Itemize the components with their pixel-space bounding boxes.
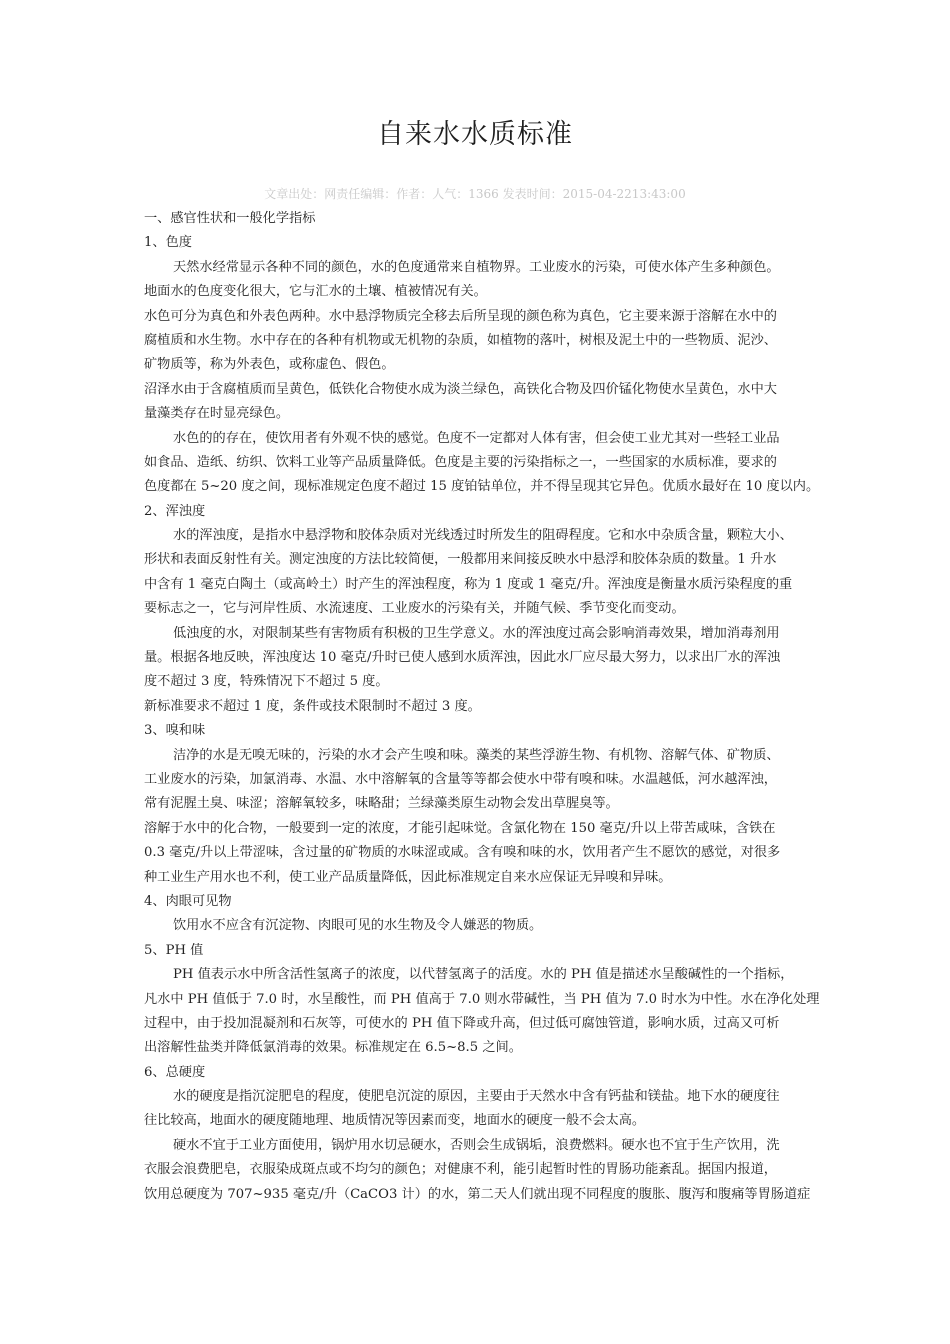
- text-line: 饮用水不应含有沉淀物、肉眼可见的水生物及令人嫌恶的物质。: [173, 918, 543, 934]
- text-line: 常有泥腥土臭、味涩；溶解氧较多，味略甜；兰绿藻类原生动物会发出草腥臭等。: [144, 796, 619, 812]
- text-line: 地面水的色度变化很大，它与汇水的土壤、植被情况有关。: [144, 284, 487, 300]
- text-line: 衣服会浪费肥皂，衣服染成斑点或不均匀的颜色；对健康不利，能引起暂时性的胃肠功能紊乱。据国内报道，: [144, 1162, 777, 1178]
- text-line: 量藻类存在时显亮绿色。: [144, 406, 290, 422]
- text-line: 4、肉眼可见物: [144, 893, 232, 909]
- text-line: 要标志之一，它与河岸性质、水流速度、工业废水的污染有关，并随气候、季节变化而变动。: [144, 601, 685, 617]
- text-line: 硬水不宜于工业方面使用，锅炉用水切忌硬水，否则会生成锅垢，浪费燃料。硬水也不宜于生产饮用，洗: [173, 1137, 780, 1153]
- text-line: 矿物质等，称为外表色，或称虚色、假色。: [144, 357, 395, 373]
- text-line: 6、总硬度: [144, 1064, 206, 1080]
- text-line: 2、浑浊度: [144, 503, 206, 519]
- text-line: 新标准要求不超过 1 度，条件或技术限制时不超过 3 度。: [144, 698, 481, 714]
- text-line: 出溶解性盐类并降低氯消毒的效果。标准规定在 6.5~8.5 之间。: [144, 1040, 522, 1056]
- text-line: 水色的的存在，使饮用者有外观不快的感觉。色度不一定都对人体有害，但会使工业尤其对一些轻工业品: [173, 430, 780, 446]
- text-line: 1、色度: [144, 235, 192, 251]
- text-line: 色度都在 5~20 度之间，现标准规定色度不超过 15 度铂钴单位，并不得呈现其它异色。优质水最好在 10 度以内。: [144, 479, 820, 495]
- text-line: 水的硬度是指沉淀肥皂的程度，使肥皂沉淀的原因，主要由于天然水中含有钙盐和镁盐。地下水的硬度往: [173, 1089, 780, 1105]
- text-line: 溶解于水中的化合物，一般要到一定的浓度，才能引起味觉。含氯化物在 150 毫克/升以上带苦咸味，含铁在: [144, 820, 776, 836]
- text-line: 低浊度的水，对限制某些有害物质有积极的卫生学意义。水的浑浊度过高会影响消毒效果，增加消毒剂用: [173, 625, 780, 641]
- text-line: 一、感官性状和一般化学指标: [144, 211, 316, 226]
- text-line: 0.3 毫克/升以上带涩味，含过量的矿物质的水味涩或咸。含有嗅和味的水，饮用者产生不愿饮的感觉，对很多: [144, 845, 781, 861]
- text-line: 过程中，由于投加混凝剂和石灰等，可使水的 PH 值下降或升高，但过低可腐蚀管道，影响水质，过高又可析: [144, 1015, 780, 1031]
- text-line: 3、嗅和味: [144, 723, 206, 739]
- text-line: 腐植质和水生物。水中存在的各种有机物或无机物的杂质，如植物的落叶，树根及泥土中的一些物质、泥沙、: [144, 332, 777, 348]
- text-line: 水色可分为真色和外表色两种。水中悬浮物质完全移去后所呈现的颜色称为真色，它主要来源于溶解在水中的: [144, 308, 777, 324]
- text-line: 形状和表面反射性有关。测定浊度的方法比较简便，一般都用来间接反映水中悬浮和胶体杂质的数量。1 升水: [144, 552, 777, 568]
- text-line: 洁净的水是无嗅无味的，污染的水才会产生嗅和味。藻类的某些浮游生物、有机物、溶解气体、矿物质、: [173, 747, 780, 763]
- text-line: 种工业生产用水也不利，使工业产品质量降低，因此标准规定自来水应保证无异嗅和异味。: [144, 869, 672, 885]
- document-body: [144, 207, 820, 1207]
- text-line: 饮用总硬度为 707~935 毫克/升（CaCO3 计）的水，第二天人们就出现不同程度的腹胀、腹泻和腹痛等胃肠道症: [144, 1186, 811, 1202]
- text-line: 水的浑浊度，是指水中悬浮物和胶体杂质对光线透过时所发生的阻碍程度。它和水中杂质含量，颗粒大小、: [173, 528, 793, 544]
- text-line: 天然水经常显示各种不同的颜色，水的色度通常来自植物界。工业废水的污染，可使水体产生多种颜色。: [173, 259, 780, 275]
- article-meta: 文章出处：网责任编辑：作者：人气：1366 发表时间：2015-04-2213:43:00: [264, 187, 686, 201]
- text-line: PH 值表示水中所含活性氢离子的浓度，以代替氢离子的活度。水的 PH 值是描述水呈酸碱性的一个指标，: [173, 967, 794, 983]
- text-line: 度不超过 3 度，特殊情况下不超过 5 度。: [144, 674, 389, 690]
- text-line: 量。根据各地反映，浑浊度达 10 毫克/升时已使人感到水质浑浊，因此水厂应尽最大努力，以求出厂水的浑浊: [144, 650, 781, 666]
- text-line: 5、PH 值: [144, 942, 204, 958]
- document-title: 自来水水质标准: [377, 119, 573, 150]
- text-line: 沼泽水由于含腐植质而呈黄色，低铁化合物使水成为淡兰绿色，高铁化合物及四价锰化物使水呈黄色，水中大: [144, 381, 777, 397]
- text-line: 中含有 1 毫克白陶土（或高岭土）时产生的浑浊程度，称为 1 度或 1 毫克/升。浑浊度是衡量水质污染程度的重: [144, 576, 793, 592]
- text-line: 凡水中 PH 值低于 7.0 时，水呈酸性，而 PH 值高于 7.0 则水带碱性，当 PH 值为 7.0 时水为中性。水在净化处理: [144, 991, 820, 1007]
- text-line: 往比较高，地面水的硬度随地理、地质情况等因素而变，地面水的硬度一般不会太高。: [144, 1113, 646, 1129]
- text-line: 工业废水的污染，加氯消毒、水温、水中溶解氧的含量等等都会使水中带有嗅和味。水温越低，河水越浑浊，: [144, 771, 777, 787]
- text-line: 如食品、造纸、纺织、饮料工业等产品质量降低。色度是主要的污染指标之一，一些国家的水质标准，要求的: [144, 454, 777, 470]
